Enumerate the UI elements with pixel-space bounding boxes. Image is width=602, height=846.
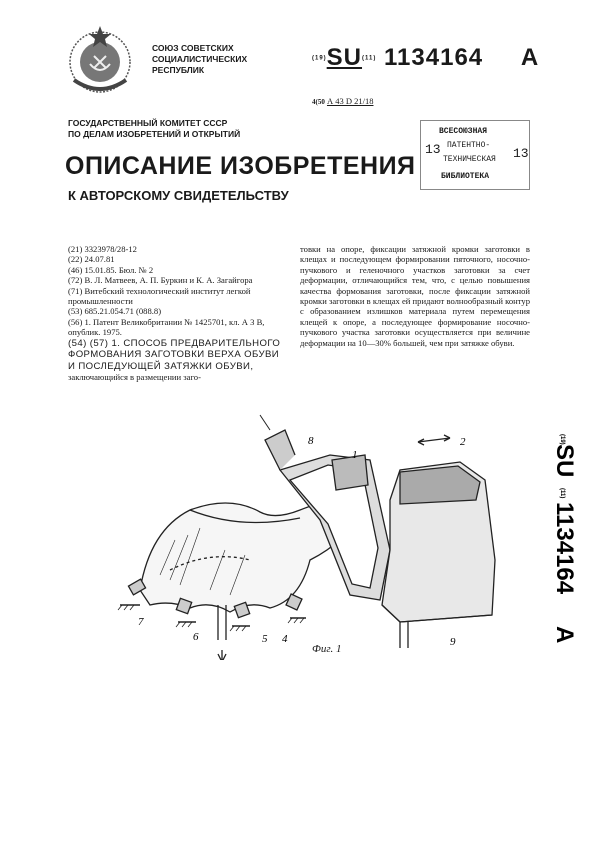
shoe-forming-figure: [100, 400, 540, 660]
stamp-number-left: 13: [425, 142, 441, 157]
ipc-label: 4(50: [312, 98, 325, 106]
stamp-line-1: ВСЕСОЮЗНАЯ: [439, 127, 488, 136]
ussr-emblem: [60, 20, 140, 100]
claim-body-text: товки на опоре, фиксации затяжной кромки заготовки в клещах и последующем формировании пяточного, носочно-пучкового и геленочного участков заготовки за счет деформации, отличающийся тем, что, с целью повышения качества формования заготовки, после фиксации затяжной кромки заготовки в клещах ей придают волнообразный контур с образованием излишков материала путем перемещения клещей к опоре, а последующее формирование носочно-пучкового участка заготовки осуществляется при величине деформации на 10—30% большей, чем при затяжке обуви.: [300, 244, 530, 348]
patent-number-line: [312, 44, 539, 72]
bib-entry: (22) 24.07.81: [68, 254, 115, 265]
label-6: 6: [193, 631, 199, 643]
side-kind: A: [551, 626, 578, 644]
union-line-2: СОЦИАЛИСТИЧЕСКИХ: [152, 54, 248, 64]
stamp-line-3: ТЕХНИЧЕСКАЯ: [443, 155, 496, 164]
label-5: 5: [262, 633, 268, 645]
label-9: 9: [450, 636, 456, 648]
bib-entry: (72) В. Л. Матвеев, А. П. Буркин и К. А. Загайгора: [68, 275, 253, 286]
label-8: 8: [308, 435, 314, 447]
claim-text: [68, 338, 283, 383]
pub-code-label: (19): [312, 55, 327, 62]
stamp-line-2: ПАТЕНТНО-: [447, 141, 491, 150]
library-stamp: [420, 120, 530, 190]
bib-entry: (21) 3323978/28-12: [68, 244, 137, 254]
kind-code: A: [520, 44, 540, 71]
bib-entry: (71) Витебский технологический институт легкой промышленности: [68, 285, 251, 307]
union-line-1: СОЮЗ СОВЕТСКИХ: [152, 43, 234, 53]
side-num-label: (11): [559, 488, 565, 499]
ipc-value: А 43 D 21/18: [326, 96, 374, 106]
committee-line-1: ГОСУДАРСТВЕННЫЙ КОМИТЕТ СССР: [68, 118, 228, 128]
label-1: 1: [352, 449, 358, 461]
committee-line-2: ПО ДЕЛАМ ИЗОБРЕТЕНИЙ И ОТКРЫТИЙ: [68, 129, 241, 139]
claim-continuation: заключающийся в размещении заго-: [68, 372, 201, 383]
country-code: SU: [326, 44, 363, 71]
side-number: 1134164: [551, 502, 578, 595]
figure-caption: Фиг. 1: [312, 643, 342, 655]
stamp-line-4: БИБЛИОТЕКА: [441, 172, 490, 181]
label-2: 2: [460, 436, 466, 448]
side-code-label: (19): [559, 434, 565, 445]
bib-entry: (56) 1. Патент Великобритании № 1425701, кл. А 3 В, опублик. 1975.: [68, 316, 265, 338]
side-country: SU: [551, 444, 578, 478]
document-subtitle: К АВТОРСКОМУ СВИДЕТЕЛЬСТВУ: [68, 188, 289, 203]
bib-entry: (53) 685.21.054.71 (088.8): [68, 306, 162, 317]
bibliographic-data: [68, 244, 283, 383]
side-patent-number: [545, 430, 585, 660]
bib-entry: (46) 15.01.85. Бюл. № 2: [68, 264, 154, 275]
ipc-class: [312, 96, 373, 106]
committee-name: [68, 118, 308, 140]
union-line-3: РЕСПУБЛИК: [152, 65, 205, 75]
document-title: ОПИСАНИЕ ИЗОБРЕТЕНИЯ: [65, 152, 416, 180]
number-code-label: (11): [362, 55, 377, 62]
label-4: 4: [282, 633, 288, 645]
union-name: [152, 43, 302, 76]
label-7: 7: [138, 616, 144, 628]
stamp-number-right: 13: [513, 146, 529, 161]
claim-title: (54) (57) 1. СПОСОБ ПРЕДВАРИТЕЛЬНОГО ФОРМОВАНИЯ ЗАГОТОВКИ ВЕРХА ОБУВИ И ПОСЛЕДУЮЩЕЙ ЗАТЯЖКИ ОБУВИ,: [68, 337, 281, 372]
patent-number: 1134164: [384, 44, 484, 71]
